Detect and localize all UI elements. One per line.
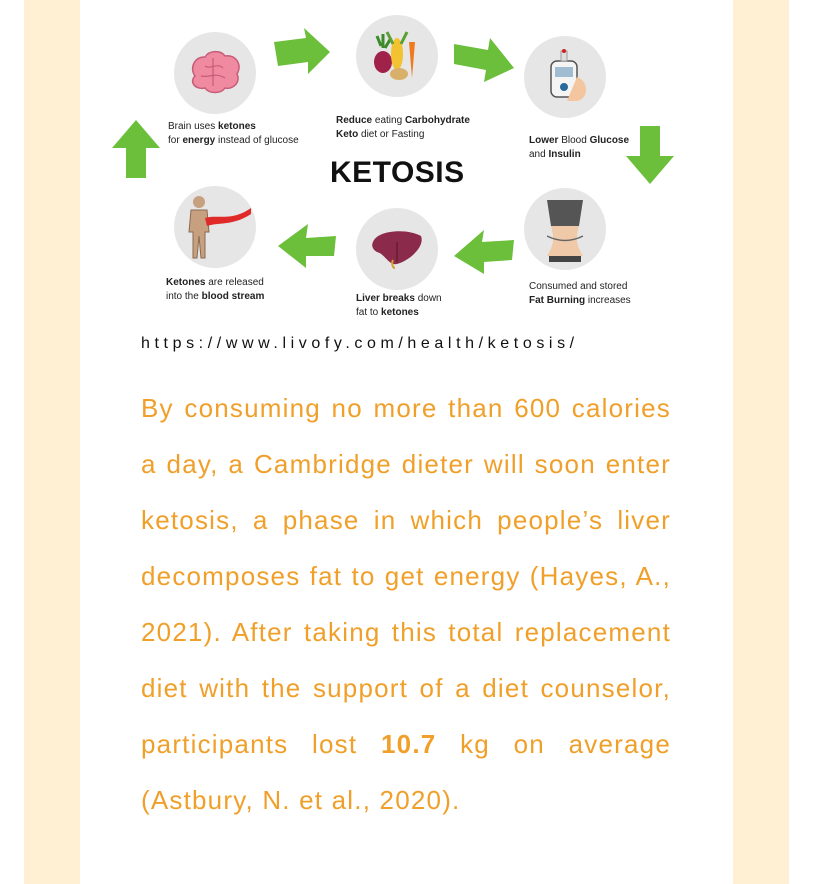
body-circle: [174, 186, 256, 268]
paragraph-text-1: By consuming no more than 600 calories a day, a Cambridge dieter will soon enter ketosis, a phase in which people’s liver decomposes fat to get energy (Hayes, A., 2021). After taking this total replacement diet with the support of a diet counselor, participants lost: [141, 393, 671, 759]
arrow-left-icon: [454, 228, 514, 274]
step-label-reduce: Reduce eating Carbohydrate Keto diet or Fasting: [336, 115, 470, 140]
body-paragraph: [141, 380, 671, 828]
glucose-meter-icon: [537, 47, 593, 107]
right-margin-panel: [733, 0, 789, 884]
waist-icon: [535, 196, 595, 262]
brain-circle: [174, 32, 256, 114]
arrow-right-icon: [274, 28, 330, 74]
liver-icon: [367, 224, 427, 274]
step-label-liver: Liver breaks down fat to ketones: [356, 293, 442, 318]
arrow-down-icon: [626, 126, 674, 184]
highlight-value: 10.7: [381, 729, 437, 759]
ketosis-diagram: [110, 10, 690, 330]
vegetables-icon: [367, 26, 427, 86]
glucose-meter-circle: [524, 36, 606, 118]
source-url: https://www.livofy.com/health/ketosis/: [141, 335, 579, 352]
body-anatomy-icon: [177, 192, 253, 262]
brain-icon: [185, 48, 245, 98]
step-label-brain: Brain uses ketones for energy instead of glucose: [168, 121, 299, 146]
step-label-released: Ketones are released into the blood stream: [166, 277, 265, 302]
left-margin-panel: [24, 0, 80, 884]
diagram-title: KETOSIS: [330, 156, 465, 189]
arrow-right-down-icon: [454, 38, 514, 82]
arrow-left-2-icon: [278, 222, 336, 268]
step-label-glucose: Lower Blood Glucose and Insulin: [529, 135, 630, 160]
vegetables-circle: [356, 15, 438, 97]
paragraph-text-2: kg on average (Astbury, N. et al., 2020).: [141, 729, 672, 815]
liver-circle: [356, 208, 438, 290]
waist-circle: [524, 188, 606, 270]
step-label-burning: Consumed and stored Fat Burning increases: [529, 281, 631, 306]
arrow-up-icon: [112, 120, 160, 178]
